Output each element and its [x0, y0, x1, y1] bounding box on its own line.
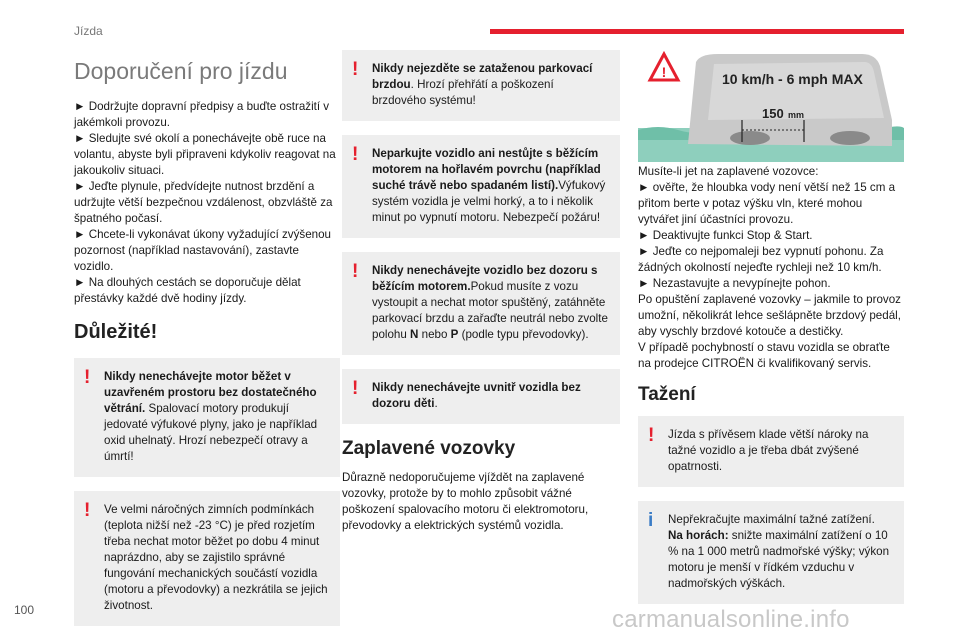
warning-bold: Nikdy nenechávejte vozidlo bez dozoru s běžícím motorem.: [372, 264, 598, 293]
warning-bold: Nikdy nenechávejte motor běžet v uzavřeném prostoru bez dostatečného větrání.: [104, 370, 317, 415]
warning-text: Spalovací motory produkují jedovaté výfukové plyny, jako je například oxid uhelnatý. Hrozí nebezpečí otravy a úmrtí!: [104, 402, 318, 463]
warning-bold: Neparkujte vozidlo ani nestůjte s běžícím motorem na hořlavém povrchu (například suché trávě nebo spadaném listí).: [372, 147, 601, 192]
warning-icon: !: [352, 378, 359, 399]
wheel-left: [730, 131, 770, 145]
warning-bold: Nikdy nenechávejte uvnitř vozidla bez dozoru děti: [372, 381, 581, 410]
flood-line: V případě pochybností o stavu vozidla se obraťte na prodejce CITROËN či kvalifikovaný servis.: [638, 341, 890, 370]
warning-icon: !: [352, 59, 359, 80]
depth-unit: mm: [788, 110, 805, 120]
warning-text: .: [434, 397, 438, 410]
advice-list: [74, 99, 340, 307]
flood-instructions: [638, 164, 904, 372]
flood-line: ► Nezastavujte a nevypínejte pohon.: [638, 277, 831, 290]
info-icon: i: [648, 510, 654, 531]
warning-icon: !: [84, 500, 91, 521]
warning-text: Jízda s přívěsem klade větší nároky na tažné vozidlo a je třeba dbát zvýšené opatrnosti.: [668, 428, 869, 473]
warning-icon: !: [84, 367, 91, 388]
warning-box-ventilation: [74, 358, 340, 477]
car-in-water-illustration: [638, 50, 904, 162]
warning-box-trailer: [638, 416, 904, 487]
warning-text: Výfukový systém vozidla je velmi horký, a to i několik minut po vypnutí motoru. Nebezpečí požáru!: [372, 179, 606, 224]
advice-item: ► Chcete-li vykonávat úkony vyžadující zvýšenou pozornost (například nastavování), zastavte vozidlo.: [74, 228, 331, 273]
warning-box-winter: [74, 491, 340, 626]
flood-line: Musíte-li jet na zaplavené vozovce:: [638, 165, 819, 178]
gear-p: P: [450, 328, 459, 341]
watermark: carmanualsonline.info: [612, 606, 850, 633]
page-title: Doporučení pro jízdu: [74, 58, 288, 84]
warning-text: . Hrozí přehřátí a poškození brzdového systému!: [372, 78, 554, 107]
flood-line: ► ověřte, že hloubka vody není větší než 15 cm a přitom berte v potaz výšku vln, které mohou vytvářet jiní účastníci provozu.: [638, 181, 896, 226]
flood-line: Po opuštění zaplavené vozovky – jakmile to provoz umožní, několikrát lehce sešlápněte brzdový pedál, aby vyschly brzdové kotouče a destičky.: [638, 293, 901, 338]
flood-line: ► Deaktivujte funkci Stop & Start.: [638, 229, 813, 242]
warning-bold: Nikdy nejezděte se zataženou parkovací brzdou: [372, 62, 593, 91]
towing-heading: Tažení: [638, 384, 696, 405]
header-accent-bar: [490, 29, 904, 34]
depth-value: 150: [762, 106, 784, 121]
advice-item: ► Dodržujte dopravní předpisy a buďte ostražití v jakémkoli provozu.: [74, 100, 330, 129]
warning-box-flammable: [342, 135, 620, 238]
column-warnings: [342, 50, 620, 534]
svg-text:!: !: [661, 64, 667, 80]
flooded-roads-text: Důrazně nedoporučujeme vjíždět na zaplavené vozovky, protože by to mohlo způsobit vážné poškození spalovacího motoru či elektromotoru, převodovky a elektrických systémů vozidla.: [342, 471, 589, 532]
warning-text: Pokud musíte z vozu vystoupit a nechat motor spuštěný, zatáhněte parkovací brzdu a zařaďte neutrál nebo zvolte polohu: [372, 280, 608, 341]
warning-box-children: [342, 369, 620, 424]
warning-text: Ve velmi náročných zimních podmínkách (teplota nižší než -23 °C) je před rozjetím třeba nechat motor běžet po dobu 4 minut naprázdno, aby se zajistilo správné fungování mechanických součástí vozidla (motoru a převodovky) a nezkrátila se jejich životnost.: [104, 503, 328, 612]
advice-item: ► Jeďte plynule, předvídejte nutnost brzdění a udržujte větší bezpečnou vzdálenost, obzvláště za špatného počasí.: [74, 180, 333, 225]
warning-icon: !: [352, 261, 359, 282]
flood-line: ► Jeďte co nejpomaleji bez vypnutí pohonu. Za žádných okolností nejeďte rychleji než 10 km/h.: [638, 245, 884, 274]
info-bold: Na horách:: [668, 529, 729, 542]
warning-icon: !: [648, 425, 655, 446]
column-flood-towing: [638, 50, 904, 618]
column-driving-advice: [74, 50, 340, 640]
warning-text: nebo: [418, 328, 451, 341]
info-text: snižte maximální zatížení o 10 % na 1 000 metrů nadmořské výšky; výkon motoru je menší v řídkém vzduchu v nadmořských výškách.: [668, 529, 890, 590]
advice-item: ► Na dlouhých cestách se doporučuje dělat přestávky každé dvě hodiny jízdy.: [74, 276, 301, 305]
warning-icon: !: [352, 144, 359, 165]
wheel-right: [830, 131, 870, 145]
flood-illustration: [638, 50, 904, 160]
info-text: Nepřekračujte maximální tažné zatížení.: [668, 513, 875, 526]
warning-box-parking-brake: [342, 50, 620, 121]
important-heading: Důležité!: [74, 321, 158, 343]
page-number: 100: [14, 603, 35, 617]
section-header: Jízda: [74, 24, 103, 38]
speed-limit-label: 10 km/h - 6 mph MAX: [722, 71, 863, 87]
warning-text: (podle typu převodovky).: [458, 328, 589, 341]
gear-n: N: [410, 328, 419, 341]
advice-item: ► Sledujte své okolí a ponechávejte obě ruce na volantu, abyste byli připraveni kdykoliv reagovat na jakoukoliv situaci.: [74, 132, 336, 177]
info-box-towing-load: [638, 501, 904, 604]
flooded-roads-heading: Zaplavené vozovky: [342, 438, 516, 459]
warning-box-unattended-vehicle: [342, 252, 620, 355]
